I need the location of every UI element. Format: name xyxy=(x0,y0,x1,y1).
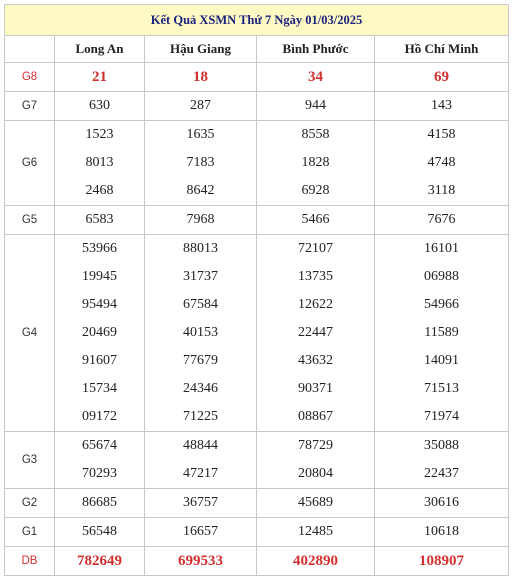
lottery-number: 20804 xyxy=(298,466,333,481)
lottery-number: 7183 xyxy=(186,155,215,170)
lottery-number: 08867 xyxy=(298,409,333,424)
lottery-number: 402890 xyxy=(293,553,338,569)
lottery-number: 56548 xyxy=(82,524,117,539)
prize-label: G5 xyxy=(5,206,55,235)
lottery-number: 14091 xyxy=(424,353,460,368)
lottery-number: 95494 xyxy=(82,297,117,312)
prize-row-g4 xyxy=(5,235,509,432)
lottery-number: 72107 xyxy=(298,241,333,256)
prize-label: G2 xyxy=(5,489,55,518)
lottery-number: 34 xyxy=(308,69,323,85)
lottery-number: 11589 xyxy=(424,325,459,340)
lottery-number: 4158 xyxy=(427,127,456,142)
prize-row-g6 xyxy=(5,121,509,206)
prize-cell xyxy=(375,235,509,432)
prize-cell xyxy=(145,235,257,432)
lottery-number: 6928 xyxy=(301,183,330,198)
lottery-number: 22447 xyxy=(298,325,333,340)
prize-cell xyxy=(257,518,375,547)
lottery-number: 20469 xyxy=(82,325,117,340)
lottery-number: 47217 xyxy=(183,466,218,481)
lottery-number: 944 xyxy=(305,98,326,113)
lottery-number: 48844 xyxy=(183,438,218,453)
prize-label: G7 xyxy=(5,92,55,121)
lottery-number: 91607 xyxy=(82,353,117,368)
prize-cell xyxy=(257,92,375,121)
prize-cell xyxy=(55,235,145,432)
lottery-number: 630 xyxy=(89,98,110,113)
prize-column-header xyxy=(5,36,55,63)
prize-cell xyxy=(55,206,145,235)
lottery-number: 5466 xyxy=(301,212,330,227)
lottery-number: 3118 xyxy=(427,183,456,198)
lottery-number: 8642 xyxy=(186,183,215,198)
lottery-number: 90371 xyxy=(298,381,333,396)
prize-label: G6 xyxy=(5,121,55,206)
lottery-number: 30616 xyxy=(424,495,460,510)
lottery-number: 35088 xyxy=(424,438,460,453)
prize-cell xyxy=(145,547,257,576)
lottery-number: 2468 xyxy=(85,183,114,198)
lottery-number: 1635 xyxy=(186,127,215,142)
prize-cell xyxy=(257,206,375,235)
lottery-number: 1523 xyxy=(85,127,114,142)
lottery-number: 45689 xyxy=(298,495,333,510)
lottery-number: 1828 xyxy=(301,155,330,170)
lottery-number: 71974 xyxy=(424,409,460,424)
prize-cell xyxy=(145,518,257,547)
prize-cell xyxy=(257,63,375,92)
lottery-number: 12622 xyxy=(298,297,333,312)
lottery-number: 78729 xyxy=(298,438,333,453)
lottery-number: 22437 xyxy=(424,466,460,481)
prize-cell xyxy=(257,547,375,576)
results-wrapper xyxy=(4,4,508,576)
lottery-number: 4748 xyxy=(427,155,456,170)
lottery-number: 36757 xyxy=(183,495,218,510)
prize-cell xyxy=(55,432,145,489)
province-header-row xyxy=(5,36,509,63)
lottery-number: 88013 xyxy=(183,241,218,256)
prize-label: G4 xyxy=(5,235,55,432)
lottery-number: 31737 xyxy=(183,269,218,284)
lottery-number: 65674 xyxy=(82,438,117,453)
lottery-number: 10618 xyxy=(424,524,460,539)
lottery-number: 12485 xyxy=(298,524,333,539)
lottery-number: 15734 xyxy=(82,381,117,396)
prize-cell xyxy=(55,121,145,206)
lottery-number: 71225 xyxy=(183,409,218,424)
lottery-number: 67584 xyxy=(183,297,218,312)
prize-row-db xyxy=(5,547,509,576)
province-header-ho-chi-minh: Hồ Chí Minh xyxy=(375,36,509,63)
prize-cell xyxy=(375,63,509,92)
prize-row-g7 xyxy=(5,92,509,121)
lottery-number: 18 xyxy=(193,69,208,85)
prize-cell xyxy=(257,121,375,206)
lottery-number: 143 xyxy=(431,98,453,113)
lottery-number: 21 xyxy=(92,69,107,85)
prize-cell xyxy=(375,121,509,206)
lottery-number: 77679 xyxy=(183,353,218,368)
lottery-number: 40153 xyxy=(183,325,218,340)
province-header-hau-giang: Hậu Giang xyxy=(145,36,257,63)
prize-label: G8 xyxy=(5,63,55,92)
prize-cell xyxy=(375,206,509,235)
prize-cell xyxy=(257,235,375,432)
prize-row-g2 xyxy=(5,489,509,518)
lottery-number: 06988 xyxy=(424,269,460,284)
lottery-number: 782649 xyxy=(77,553,122,569)
prize-cell xyxy=(145,92,257,121)
lottery-number: 19945 xyxy=(82,269,117,284)
lottery-number: 09172 xyxy=(82,409,117,424)
lottery-number: 86685 xyxy=(82,495,117,510)
lottery-number: 287 xyxy=(190,98,211,113)
lottery-number: 70293 xyxy=(82,466,117,481)
lottery-number: 13735 xyxy=(298,269,333,284)
lottery-number: 69 xyxy=(434,69,450,85)
prize-cell xyxy=(145,432,257,489)
lottery-number: 8558 xyxy=(301,127,330,142)
prize-row-g3 xyxy=(5,432,509,489)
prize-row-g5 xyxy=(5,206,509,235)
prize-cell xyxy=(55,518,145,547)
lottery-number: 8013 xyxy=(85,155,114,170)
lottery-number: 7968 xyxy=(186,212,215,227)
lottery-number: 54966 xyxy=(424,297,460,312)
prize-row-g1 xyxy=(5,518,509,547)
prize-cell xyxy=(375,518,509,547)
lottery-number: 108907 xyxy=(419,553,465,569)
lottery-number: 53966 xyxy=(82,241,117,256)
lottery-number: 24346 xyxy=(183,381,218,396)
prize-cell xyxy=(375,92,509,121)
prize-label: DB xyxy=(5,547,55,576)
lottery-number: 699533 xyxy=(178,553,223,569)
province-header-long-an: Long An xyxy=(55,36,145,63)
lottery-number: 43632 xyxy=(298,353,333,368)
prize-cell xyxy=(375,432,509,489)
prize-cell xyxy=(55,92,145,121)
lottery-results-table xyxy=(4,4,509,576)
prize-cell xyxy=(257,489,375,518)
prize-cell xyxy=(55,63,145,92)
table-title: Kết Quả XSMN Thứ 7 Ngày 01/03/2025 xyxy=(5,5,509,36)
prize-cell xyxy=(55,547,145,576)
prize-cell xyxy=(375,489,509,518)
prize-cell xyxy=(257,432,375,489)
prize-cell xyxy=(55,489,145,518)
prize-cell xyxy=(375,547,509,576)
lottery-number: 7676 xyxy=(427,212,456,227)
lottery-number: 16101 xyxy=(424,241,460,256)
prize-cell xyxy=(145,121,257,206)
results-body xyxy=(5,63,509,576)
lottery-number: 16657 xyxy=(183,524,218,539)
prize-cell xyxy=(145,63,257,92)
lottery-number: 6583 xyxy=(85,212,114,227)
prize-label: G3 xyxy=(5,432,55,489)
lottery-number: 71513 xyxy=(424,381,460,396)
prize-row-g8 xyxy=(5,63,509,92)
province-header-binh-phuoc: Bình Phước xyxy=(257,36,375,63)
prize-label: G1 xyxy=(5,518,55,547)
prize-cell xyxy=(145,206,257,235)
prize-cell xyxy=(145,489,257,518)
